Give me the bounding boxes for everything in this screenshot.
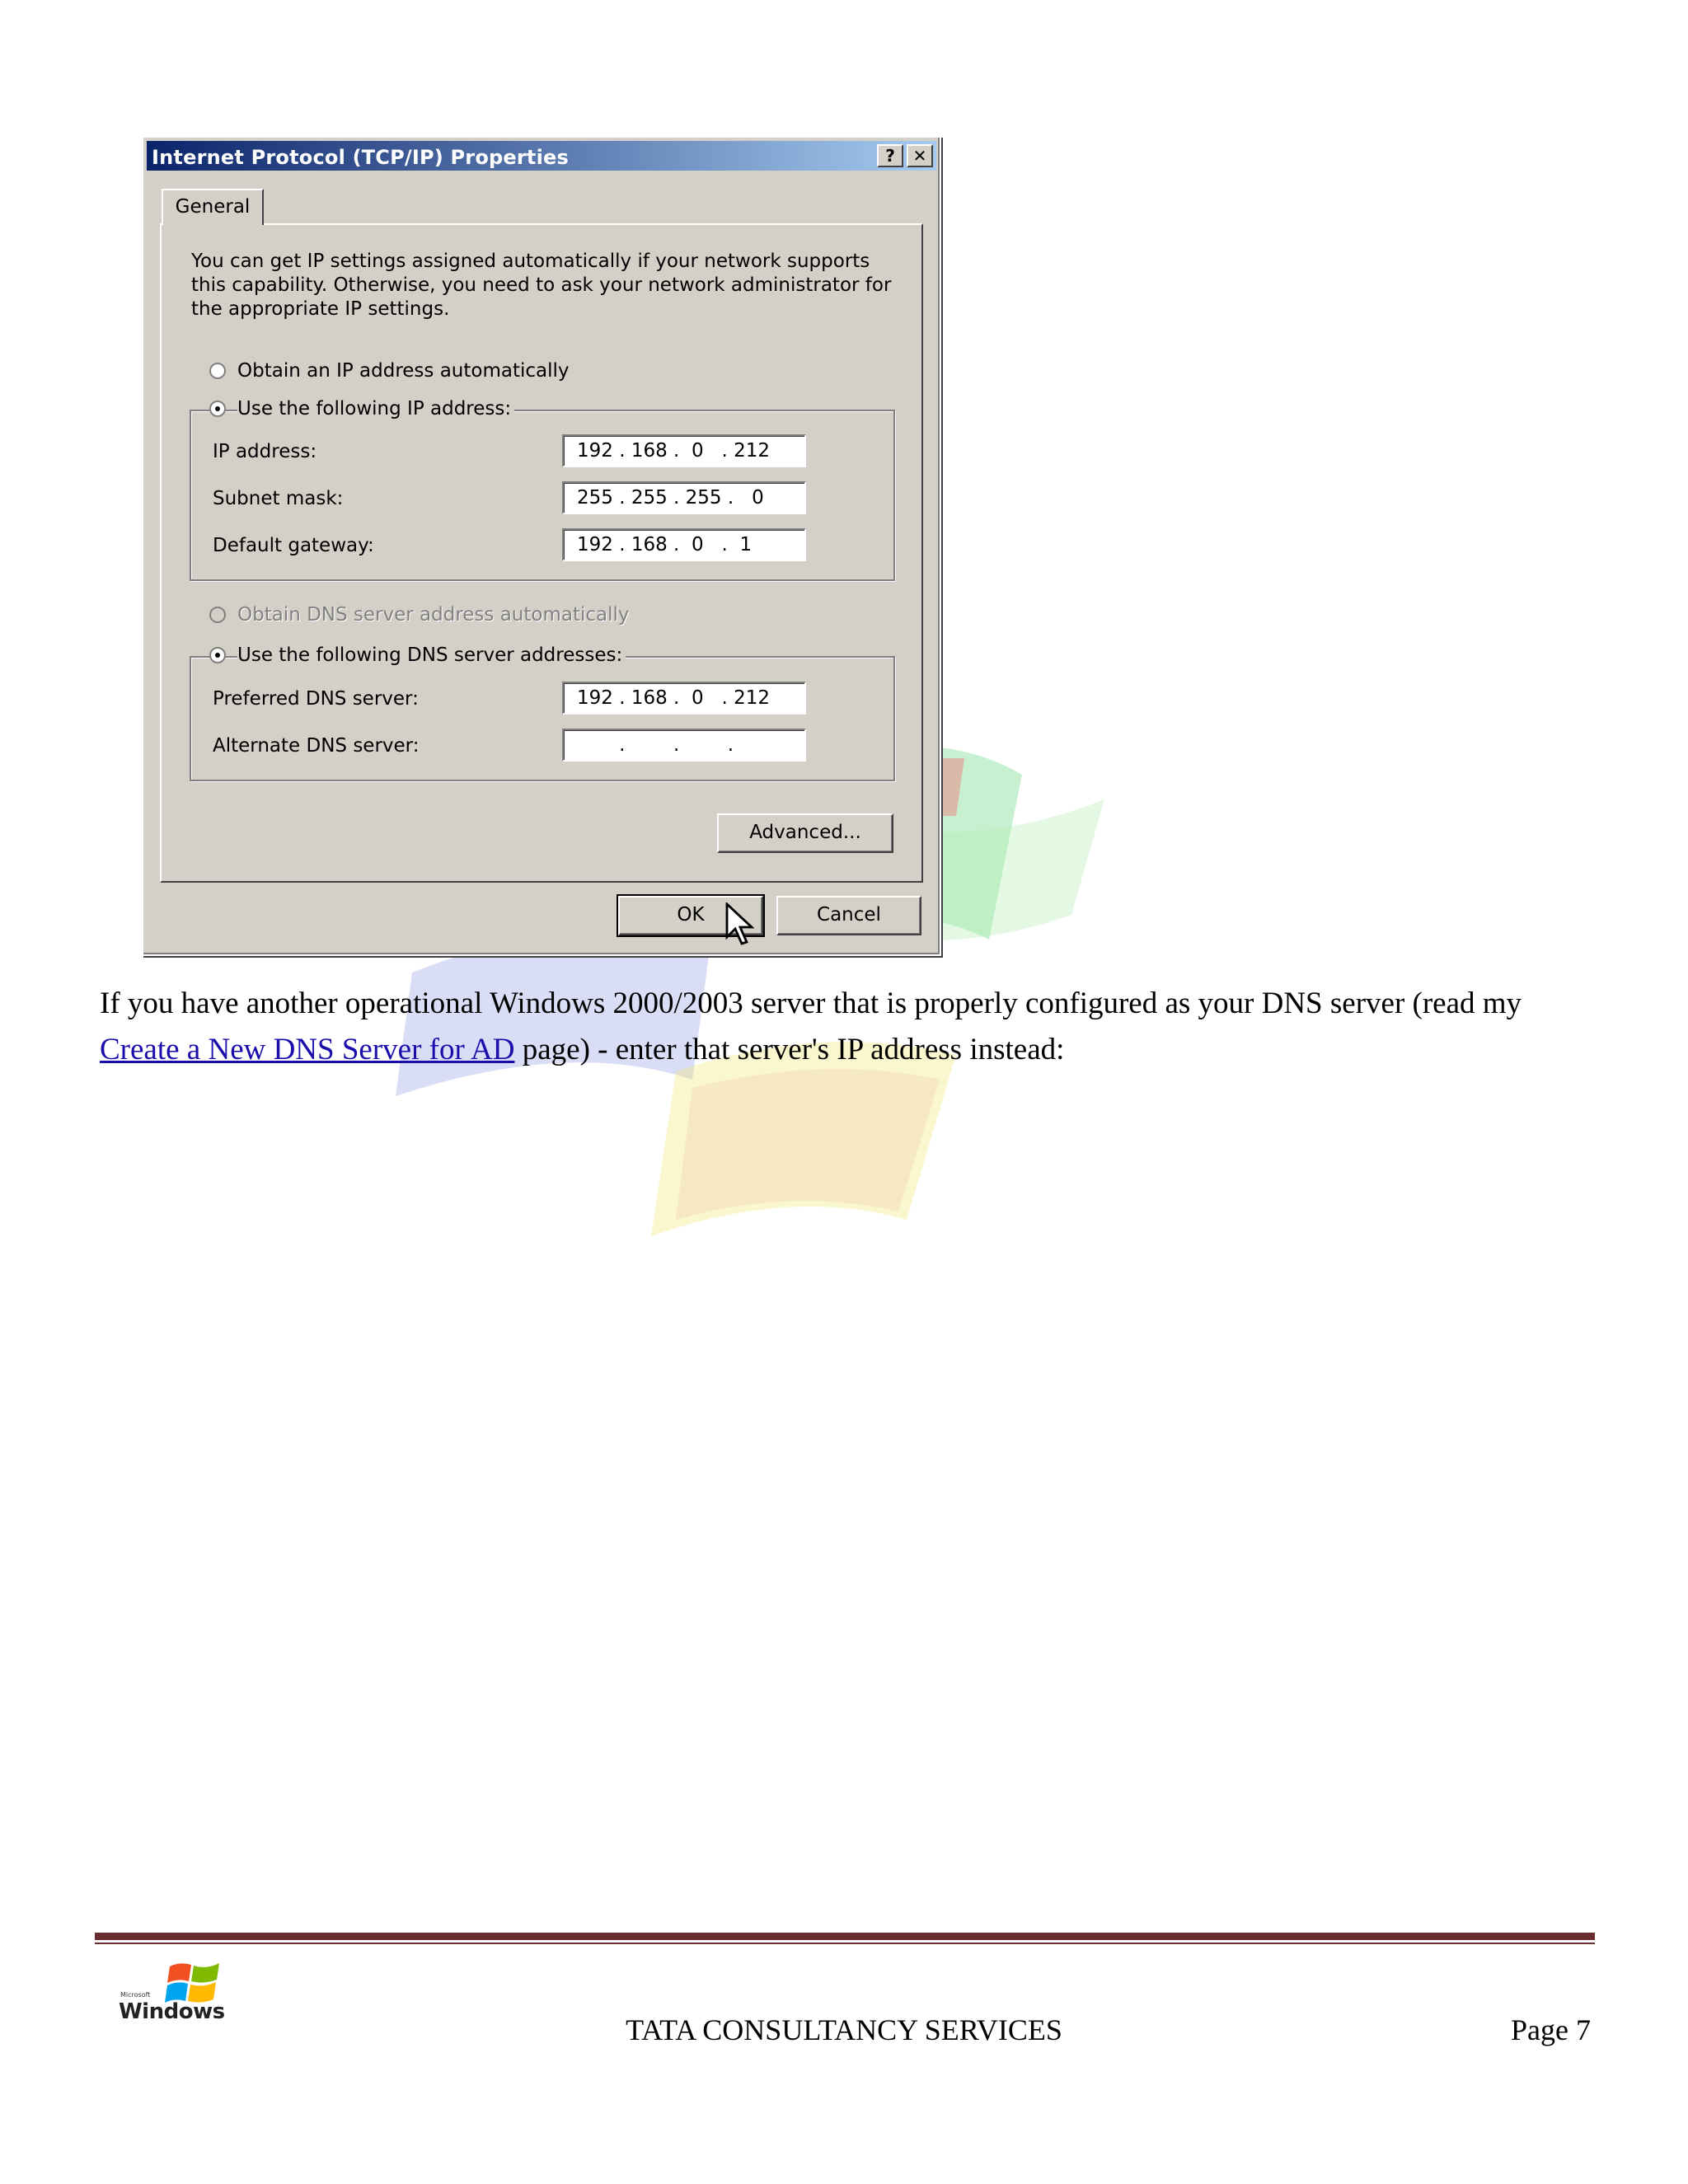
help-icon: ? — [885, 146, 895, 166]
create-dns-server-link[interactable]: Create a New DNS Server for AD — [100, 1033, 515, 1066]
mouse-pointer-icon — [725, 902, 758, 949]
default-gateway-field[interactable]: 192 . 168 . 0 . 1 — [562, 528, 806, 561]
preferred-dns-field[interactable]: 192 . 168 . 0 . 212 — [562, 682, 806, 715]
subnet-mask-label: Subnet mask: — [213, 488, 344, 509]
close-button[interactable] — [907, 144, 933, 167]
logo-windows-text: Windows — [119, 1999, 225, 2024]
ok-button[interactable]: OK — [618, 896, 763, 935]
radio-obtain-dns-auto[interactable] — [209, 604, 630, 626]
close-icon: ✕ — [912, 146, 927, 166]
radio-obtain-ip-auto[interactable] — [209, 360, 570, 382]
default-gateway-label: Default gateway: — [213, 535, 374, 556]
footer-page-number: Page 7 — [1511, 2013, 1591, 2046]
dialog-title: Internet Protocol (TCP/IP) Properties — [152, 146, 569, 169]
radio-circle-selected[interactable] — [209, 401, 226, 417]
radio-label: Obtain an IP address automatically — [237, 360, 570, 382]
cancel-button[interactable]: Cancel — [776, 896, 921, 935]
logo-microsoft-text: Microsoft — [120, 1991, 151, 1999]
radio-label: Use the following IP address: — [237, 398, 514, 419]
preferred-dns-label: Preferred DNS server: — [213, 688, 419, 710]
dns-settings-group — [190, 656, 895, 781]
radio-circle-disabled[interactable] — [209, 607, 226, 623]
tcpip-properties-dialog — [142, 136, 941, 956]
ip-address-field[interactable]: 192 . 168 . 0 . 212 — [562, 434, 806, 467]
footer-rule — [95, 1933, 1595, 1940]
radio-circle-selected[interactable] — [209, 647, 226, 663]
advanced-button[interactable]: Advanced... — [717, 813, 893, 853]
radio-label: Obtain DNS server address automatically — [237, 604, 630, 626]
body-paragraph — [100, 981, 1608, 1073]
radio-circle[interactable] — [209, 363, 226, 379]
dialog-titlebar[interactable] — [147, 141, 936, 171]
paragraph-text-end: page) - enter that server's IP address instead: — [514, 1033, 1065, 1066]
radio-use-following-ip[interactable] — [209, 398, 514, 419]
subnet-mask-field[interactable]: 255 . 255 . 255 . 0 — [562, 481, 806, 514]
tab-general[interactable]: General — [162, 189, 264, 225]
paragraph-text-start: If you have another operational Windows 2000/2003 server that is properly configured as your DNS server (read my — [100, 987, 1522, 1020]
footer-rule-thin — [95, 1943, 1595, 1944]
help-button[interactable] — [877, 144, 903, 167]
footer-company: TATA CONSULTANCY SERVICES — [626, 2013, 1062, 2046]
ip-address-label: IP address: — [213, 441, 317, 462]
radio-use-following-dns[interactable] — [209, 644, 626, 666]
radio-label: Use the following DNS server addresses: — [237, 644, 626, 666]
alternate-dns-label: Alternate DNS server: — [213, 735, 420, 757]
alternate-dns-field[interactable]: . . . — [562, 729, 806, 762]
intro-text: You can get IP settings assigned automatically if your network supports this capability. Otherwise, you need to ask your network administrator for the appropriate IP settings. — [191, 251, 892, 320]
